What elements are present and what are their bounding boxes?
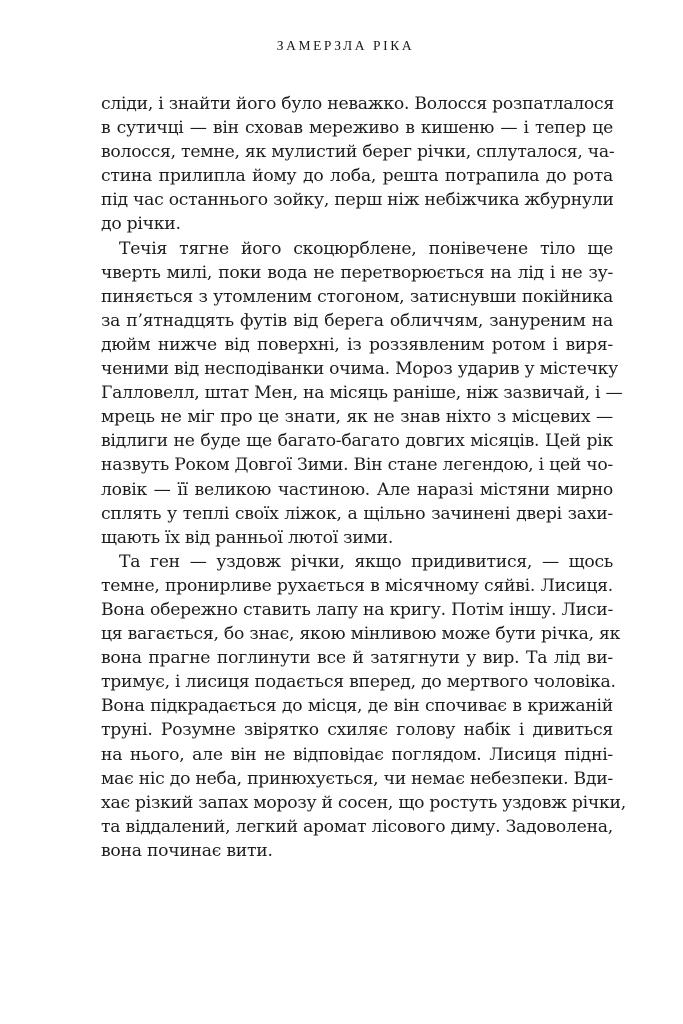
text-line: та віддалений, легкий аромат лісового диму. Задоволена, — [101, 816, 613, 837]
text-line: пиняється з утомленим стогоном, затиснувши покійника — [101, 286, 613, 307]
text-line: щають їх від ранньої лютої зими. — [101, 527, 394, 548]
text-line: відлиги не буде ще багато-багато довгих місяців. Цей рік — [101, 431, 613, 452]
text-line: до річки. — [101, 214, 181, 235]
text-line: ловік — її великою частиною. Але наразі містяни мирно — [101, 479, 613, 500]
running-head: ЗАМЕРЗЛА РІКА — [276, 38, 415, 53]
text-line: сплять у теплі своїх ліжок, а щільно зачинені двері захи- — [101, 503, 613, 524]
text-line: чверть милі, поки вода не перетворюється на лід і не зу- — [101, 262, 613, 283]
text-line: ченими від несподіванки очима. Мороз ударив у містечку — [101, 359, 618, 380]
paragraph — [101, 550, 626, 863]
text-line: волосся, темне, як мулистий берег річки, сплуталося, ча- — [101, 142, 615, 163]
body-text — [101, 92, 626, 863]
text-line: за п’ятнадцять футів від берега обличчям, зануреним на — [101, 310, 613, 331]
paragraph — [101, 237, 623, 550]
text-line: тримує, і лисиця подається вперед, до мертвого чоловіка. — [101, 672, 616, 693]
text-line: Течія тягне його скоцюрблене, понівечене тіло ще — [119, 238, 613, 259]
text-line: вона прагне поглинути все й затягнути у вир. Та лід ви- — [101, 648, 613, 669]
text-line: темне, пронирливе рухається в місячному сяйві. Лисиця. — [101, 575, 613, 596]
text-line: на нього, але він не відповідає поглядом. Лисиця підні- — [101, 744, 613, 765]
text-line: назвуть Роком Довгої Зими. Він стане легендою, і цей чо- — [101, 455, 613, 476]
text-line: ця вагається, бо знає, якою мінливою може бути річка, як — [101, 624, 621, 645]
text-line: в сутичці — він сховав мереживо в кишеню — і тепер це — [101, 118, 613, 139]
text-line: має ніс до неба, принюхується, чи немає небезпеки. Вди- — [101, 768, 613, 789]
paragraph — [101, 92, 613, 237]
text-line: Та ген — уздовж річки, якщо придивитися, — щось — [119, 551, 613, 572]
text-line: мрець не міг про це знати, як не знав ніхто з місцевих — — [101, 407, 613, 428]
text-line: дюйм нижче від поверхні, із роззявленим ротом і виря- — [101, 334, 613, 355]
text-line: Вона підкрадається до місця, де він спочиває в крижаній — [101, 696, 613, 717]
text-line: Вона обережно ставить лапу на кригу. Потім іншу. Лиси- — [101, 599, 613, 620]
text-line: стина прилипла йому до лоба, решта потрапила до рота — [101, 166, 613, 187]
text-line: труні. Розумне звірятко схиляє голову набік і дивиться — [101, 720, 613, 741]
text-line: хає різкий запах морозу й сосен, що ростуть уздовж річки, — [101, 792, 626, 813]
text-line: Галловелл, штат Мен, на місяць раніше, ніж зазвичай, і — — [101, 383, 623, 404]
text-line: під час останнього зойку, перш ніж небіжчика жбурнули — [101, 190, 614, 211]
text-line: вона починає вити. — [101, 840, 273, 861]
text-line: сліди, і знайти його було неважко. Волосся розпатлалося — [101, 94, 615, 114]
